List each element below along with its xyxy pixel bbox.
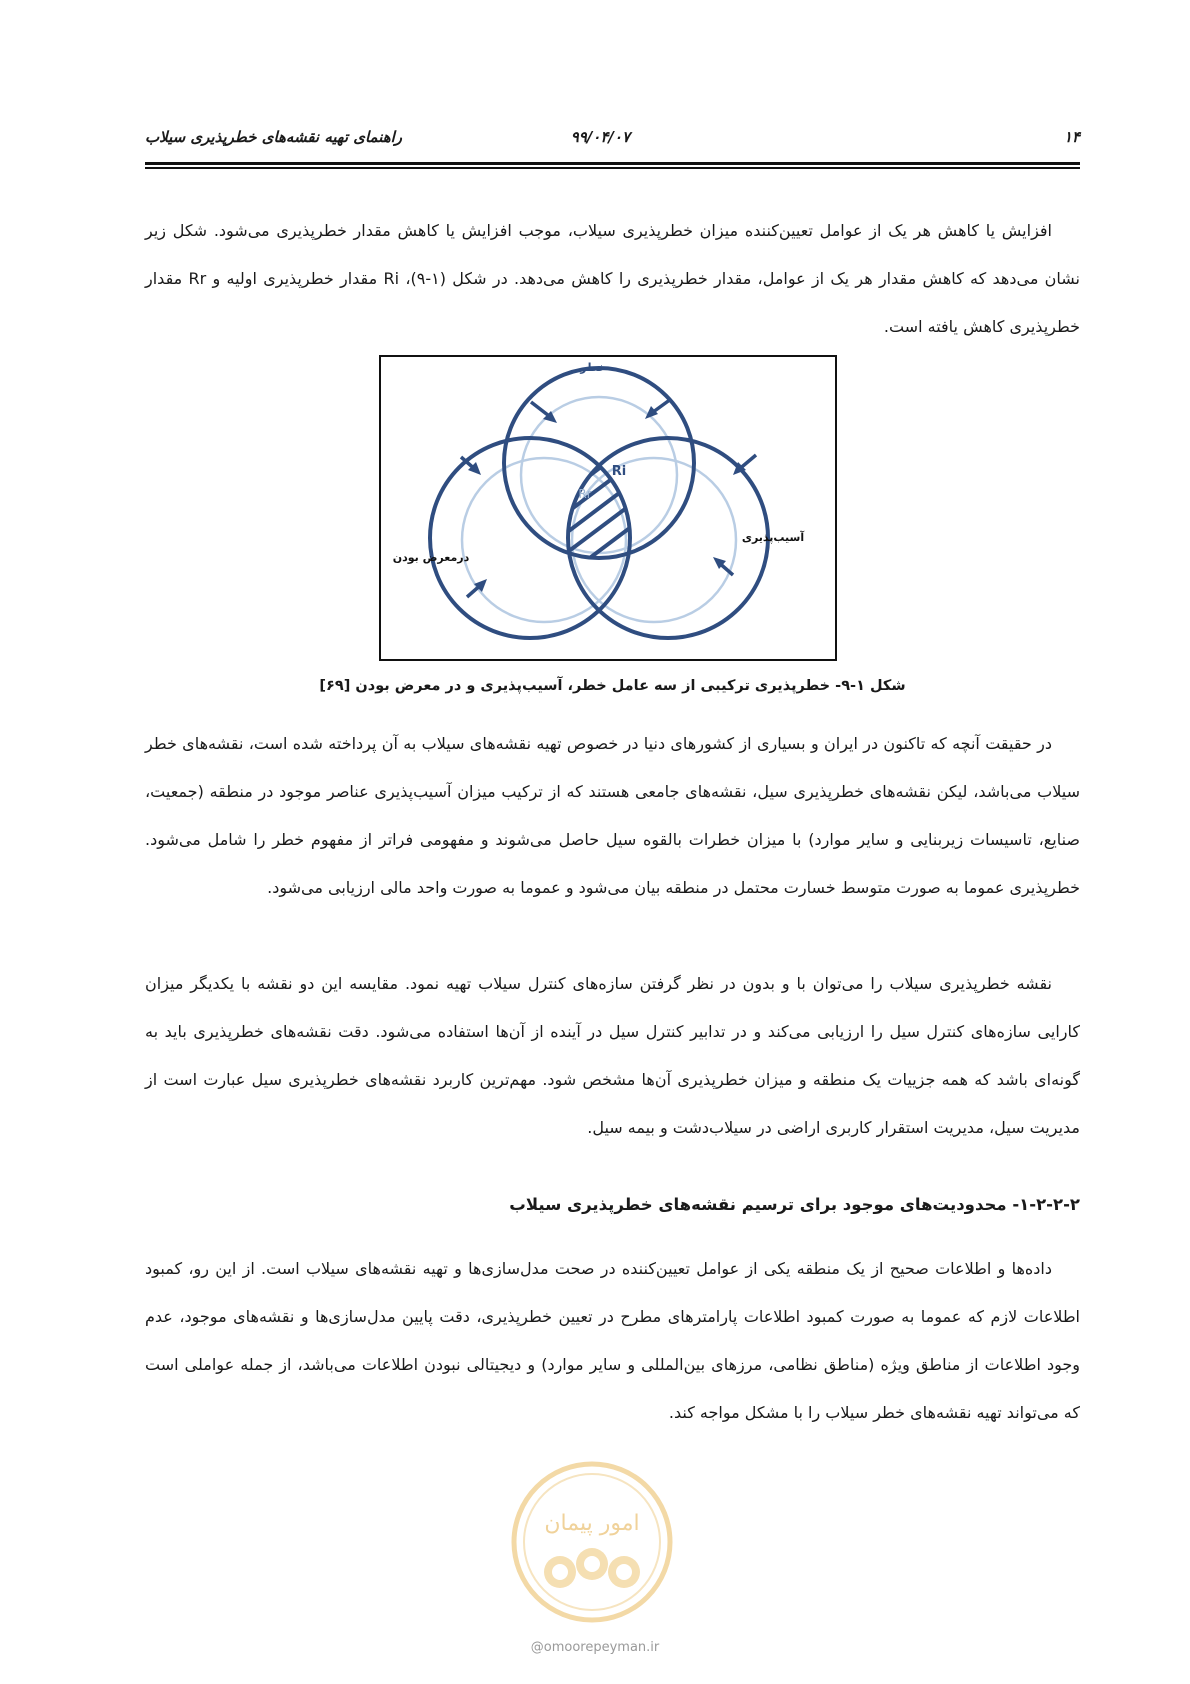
main-circles [430,368,768,638]
header-title: راهنمای تهیه نقشه‌های خطرپذیری سیلاب [145,128,403,146]
paragraph-flood-control: نقشه خطرپذیری سیلاب را می‌توان با و بدون در نظر گرفتن سازه‌های کنترل سیلاب تهیه نمود. مقایسه این دو نقشه با یکدیگر میزان کارایی سازه‌های کنترل سیل را ارزیابی می‌کند و در تدابیر کنترل سیل در آینده از آن‌ها استفاده می‌شود. دقت نقشه‌های خطرپذیری باید به گونه‌ای باشد که همه جزییات یک منطقه و میزان خطرپذیری آن‌ها مشخص شود. مهم‌ترین کاربرد نقشه‌های خطرپذیری سیل عبارت است از مدیریت سیل، مدیریت استقرار کاربری اراضی در سیلاب‌دشت و بیمه سیل. [145,974,1080,1137]
exposure-circle [430,438,630,638]
watermark-url: @omoorepeyman.ir [530,1640,660,1655]
section-heading: ۱-۲-۲-۲- محدودیت‌های موجود برای ترسیم نقشه‌های خطرپذیری سیلاب [509,1195,1080,1214]
header-rule-thin [145,167,1080,169]
figure-venn-diagram [379,355,837,661]
label-rr: Rr [578,487,592,501]
watermark-logo [510,1460,675,1625]
label-hazard: خطر [580,361,606,374]
venn-svg [381,357,834,658]
label-vulnerability: آسیب‌پذیری [741,531,805,544]
paragraph-limitations: داده‌ها و اطلاعات صحیح از یک منطقه یکی از عوامل تعیین‌کننده در صحت مدل‌سازی‌ها و تهیه نقشه‌های سیلاب است. از این رو، کمبود اطلاعات لازم که عموما به صورت کمبود اطلاعات پارامترهای مطرح در تعیین خطرپذیری، دقت پایین مدل‌سازی‌ها و نقشه‌های موجود، عدم وجود اطلاعات از مناطق ویژه (مناطق نظامی، مرزهای بین‌المللی و سایر موارد) و دیجیتالی نبودن اطلاعات می‌باشد، از جمله عواملی است که می‌تواند تهیه نقشه‌های خطر سیلاب را با مشکل مواجه کند. [145,1259,1080,1422]
arrows [461,399,756,597]
header-rule-thick [145,162,1080,165]
label-ri: Ri [611,464,627,479]
header-date: ۹۹/۰۴/۰۷ [570,128,630,146]
watermark-logo-text: امور پیمان [544,1511,640,1536]
label-exposure: درمعرض بودن [392,551,470,564]
paragraph-intro: افزایش یا کاهش هر یک از عوامل تعیین‌کننده میزان خطرپذیری سیلاب، موجب افزایش یا کاهش مقدار خطرپذیری می‌شود. شکل زیر نشان می‌دهد که کاهش مقدار هر یک از عوامل، مقدار خطرپذیری را کاهش می‌دهد. در شکل (۱-۹)، Ri مقدار خطرپذیری اولیه و Rr مقدار خطرپذیری کاهش یافته است. [145,221,1081,336]
figure-caption: شکل ۱-۹- خطرپذیری ترکیبی از سه عامل خطر، آسیب‌پذیری و در معرض بودن [۶۹] [319,678,906,694]
page-number: ۱۴ [1063,128,1080,146]
paragraph-risk-maps: در حقیقت آنچه که تاکنون در ایران و بسیاری از کشورهای دنیا در خصوص تهیه نقشه‌های سیلاب به آن پرداخته شده است، نقشه‌های خطر سیلاب می‌باشد، لیکن نقشه‌های خطرپذیری سیل، نقشه‌های جامعی هستند که از ترکیب میزان آسیب‌پذیری عناصر موجود در منطقه (جمعیت، صنایع، تاسیسات زیربنایی و سایر موارد) با میزان خطرات بالقوه سیل حاصل می‌شوند و مفهومی فراتر از مفهوم خطر را شامل می‌شود. خطرپذیری عموما به صورت متوسط خسارت محتمل در منطقه بیان می‌شود و عموما به صورت واحد مالی ارزیابی می‌شود. [145,734,1080,897]
